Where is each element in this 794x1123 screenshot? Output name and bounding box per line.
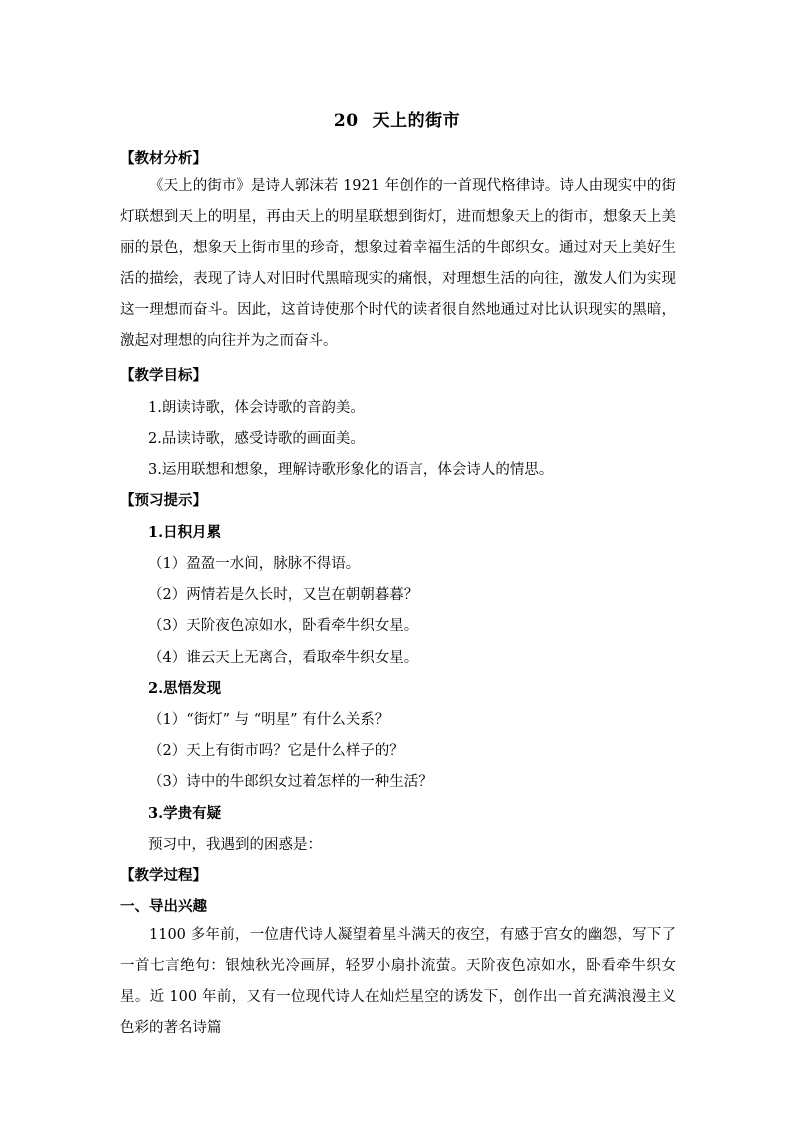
poem-line: （1）盈盈一水间，脉脉不得语。 — [148, 556, 361, 572]
question-item: （2）天上有街市吗？它是什么样子的？ — [148, 743, 404, 759]
section-heading: 一、导出兴趣 — [120, 898, 207, 915]
goals-heading: 【教学目标】 — [120, 367, 207, 384]
poem-line: （4）谁云天上无离合，看取牵牛织女星。 — [148, 650, 419, 666]
question-item: （3）诗中的牛郎织女过着怎样的一种生活？ — [148, 774, 433, 790]
analysis-paragraph: 《天上的街市》是诗人郭沫若 1921 年创作的一首现代格律诗。诗人由现实中的街灯联想到天上的明星，再由天上的明星联想到街灯，进而想象天上的街市，想象天上美丽的景色，想象天上街市里的珍奇，想象过着幸福生活的牛郎织女。通过对天上美好生活的描绘，表现了诗人对旧时代黑暗现实的痛恨，对理想生活的向往，激发人们为实现这一理想而奋斗。因此，这首诗使那个时代的读者很自然地通过对比认识现实的黑暗，激起对理想的向往并为之而奋斗。 — [120, 178, 676, 349]
page-title — [0, 106, 794, 131]
goal-item: 2.品读诗歌，感受诗歌的画面美。 — [148, 431, 365, 447]
question-item: （1）“街灯” 与 “明星” 有什么关系？ — [148, 712, 390, 728]
title-number: 20 — [333, 111, 359, 131]
goal-item: 1.朗读诗歌，体会诗歌的音韵美。 — [148, 400, 365, 416]
intro-paragraph: 1100 多年前，一位唐代诗人凝望着星斗满天的夜空，有感于宫女的幽怨，写下了一首七言绝句：银烛秋光冷画屏，轻罗小扇扑流萤。天阶夜色凉如水，卧看牵牛织女星。近 100 年前，又有一位现代诗人在灿烂星空的诱发下，创作出一首充满浪漫主义色彩的著名诗篇 — [120, 927, 676, 1036]
doubt-text: 预习中，我遇到的困惑是： — [148, 837, 322, 853]
analysis-heading: 【教材分析】 — [120, 150, 207, 167]
poem-line: （3）天阶夜色凉如水，卧看牵牛织女星。 — [148, 618, 419, 634]
preview-subheading: 3.学贵有疑 — [148, 805, 222, 822]
process-heading: 【教学过程】 — [120, 867, 207, 884]
preview-heading: 【预习提示】 — [120, 492, 207, 509]
title-text: 天上的街市 — [372, 111, 461, 131]
preview-subheading: 1.日积月累 — [148, 524, 222, 541]
goal-item: 3.运用联想和想象，理解诗歌形象化的语言，体会诗人的情思。 — [148, 462, 554, 478]
preview-subheading: 2.思悟发现 — [148, 680, 222, 697]
poem-line: （2）两情若是久长时，又岂在朝朝暮暮？ — [148, 587, 419, 603]
